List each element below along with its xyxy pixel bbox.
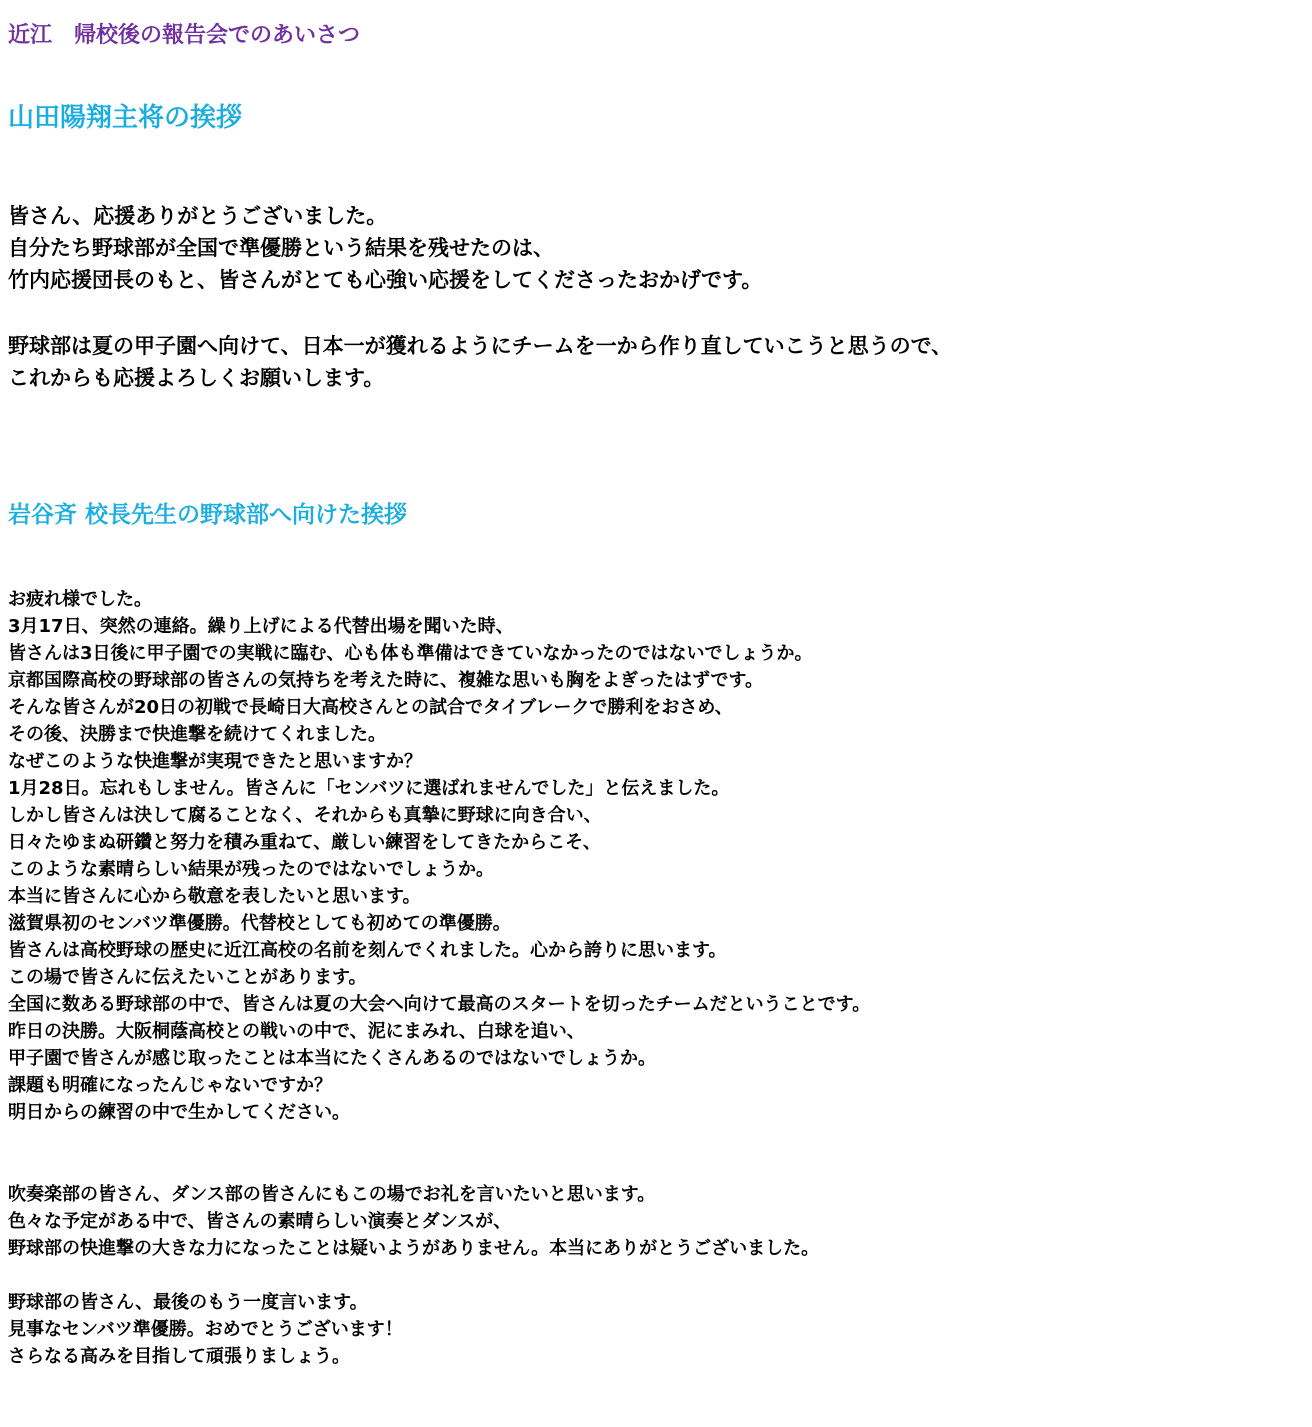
text-line: 3月17日、突然の連絡。繰り上げによる代替出場を聞いた時、 [8,616,514,637]
text-line: 野球部は夏の甲子園へ向けて、日本一が獲れるようにチームを一から作り直していこうと思うので、 [8,334,953,358]
text-line: 明日からの練習の中で生かしてください。 [8,1102,350,1123]
text-line: 色々な予定がある中で、皆さんの素晴らしい演奏とダンスが、 [8,1211,512,1232]
principal-paragraph-2 [8,1181,819,1262]
text-line: そんな皆さんが20日の初戦で長崎日大高校さんとの試合でタイブレークで勝利をおさめ、 [8,697,733,718]
text-line: 皆さん、応援ありがとうございました。 [8,204,388,228]
text-line: その後、決勝まで快進撃を続けてくれました。 [8,724,386,745]
text-line: 本当に皆さんに心から敬意を表したいと思います。 [8,886,421,907]
captain-paragraph-2 [8,330,952,394]
text-line: 自分たち野球部が全国で準優勝という結果を残せたのは、 [8,236,554,260]
principal-paragraph-1 [8,586,870,1126]
text-line: なぜこのような快進撃が実現できたと思いますか？ [8,751,422,772]
text-line: 竹内応援団長のもと、皆さんがとても心強い応援をしてくださったおかげです。 [8,268,763,292]
text-line: 吹奏楽部の皆さん、ダンス部の皆さんにもこの場でお礼を言いたいと思います。 [8,1184,656,1205]
text-line: このような素晴らしい結果が残ったのではないでしょうか。 [8,859,494,880]
captain-paragraph-1 [8,200,762,296]
text-line: 日々たゆまぬ研鑽と努力を積み重ねて、厳しい練習をしてきたからこそ、 [8,832,601,853]
text-line: 京都国際高校の野球部の皆さんの気持ちを考えた時に、複雑な思いも胸をよぎったはずです。 [8,670,764,691]
text-line: 野球部の快進撃の大きな力になったことは疑いようがありません。本当にありがとうございました。 [8,1238,820,1259]
text-line: さらなる高みを目指して頑張りましょう。 [8,1346,350,1367]
text-line: 野球部の皆さん、最後のもう一度言います。 [8,1292,368,1313]
text-line: 全国に数ある野球部の中で、皆さんは夏の大会へ向けて最高のスタートを切ったチームだということです。 [8,994,871,1015]
text-line: 見事なセンバツ準優勝。おめでとうございます！ [8,1319,403,1340]
text-line: 課題も明確になったんじゃないですか？ [8,1075,332,1096]
text-line: 皆さんは3日後に甲子園での実戦に臨む、心も体も準備はできていなかったのではないでしょうか。 [8,643,813,664]
text-line: しかし皆さんは決して腐ることなく、それからも真摯に野球に向き合い、 [8,805,602,826]
principal-paragraph-3 [8,1289,403,1370]
text-line: 昨日の決勝。大阪桐蔭高校との戦いの中で、泥にまみれ、白球を追い、 [8,1021,585,1042]
captain-heading: 山田陽翔主将の挨拶 [8,103,243,133]
text-line: 滋賀県初のセンバツ準優勝。代替校としても初めての準優勝。 [8,913,511,934]
principal-heading: 岩谷斉 校長先生の野球部へ向けた挨拶 [8,502,408,528]
text-line: 皆さんは高校野球の歴史に近江高校の名前を刻んでくれました。心から誇りに思います。 [8,940,727,961]
page-title: 近江 帰校後の報告会でのあいさつ [8,23,361,48]
text-line: これからも応援よろしくお願いします。 [8,366,385,390]
text-line: この場で皆さんに伝えたいことがあります。 [8,967,367,988]
text-line: お疲れ様でした。 [8,589,152,610]
text-line: 甲子園で皆さんが感じ取ったことは本当にたくさんあるのではないでしょうか。 [8,1048,656,1069]
text-line: 1月28日。忘れもしません。皆さんに「センバツに選ばれませんでした」と伝えました。 [8,778,730,799]
